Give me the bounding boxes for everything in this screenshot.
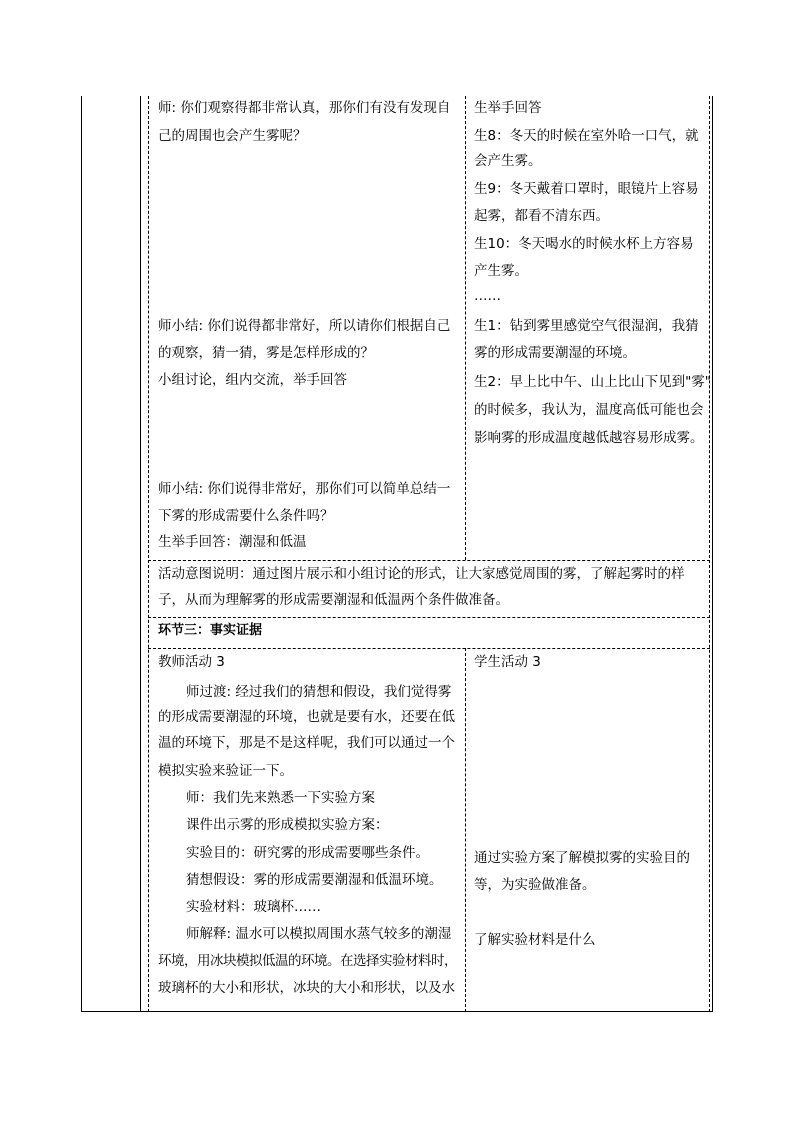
student-activity-line: 等，为实验做准备。	[474, 877, 596, 893]
student-text-line: 起雾，都看不清东西。	[474, 208, 609, 224]
row-divider	[148, 617, 710, 618]
row-divider	[148, 648, 710, 649]
row-divider	[148, 560, 710, 561]
teacher-text-line: 师: 你们观察得都非常认真，那你们有没有发现自	[158, 100, 451, 116]
teacher-summary-line: 下雾的形成需要什么条件吗？	[158, 508, 334, 524]
section-title: 环节三：事实证据	[158, 623, 263, 638]
teacher-activity-line: 师解释: 温水可以模拟周围水蒸气较多的潮湿	[186, 926, 452, 942]
teacher-activity-line: 师过渡: 经过我们的猜想和假设，我们觉得雾	[186, 684, 452, 700]
teacher-activity-line: 师：我们先来熟悉一下实验方案	[186, 790, 375, 806]
student-text-line: 产生雾。	[474, 263, 528, 279]
teacher-summary-line: 师小结: 你们说得非常好，那你们可以简单总结一	[158, 481, 451, 497]
teacher-activity-line: 环境，用冰块模拟低温的环境。在选择实验材料时，	[158, 953, 457, 969]
student-text-line: 生举手回答	[474, 100, 542, 116]
teacher-activity-line: 实验材料：玻璃杯……	[186, 899, 321, 915]
teacher-activity-line: 猜想假设：雾的形成需要潮湿和低温环境。	[186, 872, 443, 888]
column-divider-upper	[465, 96, 466, 560]
student-text-line: 生8：冬天的时候在室外哈一口气，就	[474, 128, 699, 144]
column-divider	[140, 96, 141, 1012]
teacher-activity-line: 玻璃杯的大小和形状，冰块的大小和形状，以及水	[158, 980, 455, 996]
student-activity-line: 通过实验方案了解模拟雾的实验目的	[474, 850, 690, 866]
student-text-line: 生10：冬天喝水的时候水杯上方容易	[474, 236, 694, 252]
student-text-line: 会产生雾。	[474, 153, 542, 169]
teacher-text-line: 己的周围也会产生雾呢？	[158, 128, 307, 144]
teacher-summary-line: 小组讨论，组内交流，举手回答	[158, 372, 347, 388]
teacher-summary-line: 师小结: 你们说得都非常好，所以请你们根据自己	[158, 318, 451, 334]
teacher-summary-line: 的观察，猜一猜，雾是怎样形成的？	[158, 345, 374, 361]
student-guess-line: 雾的形成需要潮湿的环境。	[474, 345, 636, 361]
teacher-activity-heading: 教师活动 3	[158, 654, 225, 670]
student-text-line: ……	[474, 288, 501, 304]
student-activity-heading: 学生活动 3	[474, 654, 541, 670]
teacher-activity-line: 模拟实验来验证一下。	[158, 763, 293, 779]
column-divider-lower	[465, 648, 466, 1012]
teacher-summary-line: 生举手回答：潮湿和低温	[158, 534, 307, 550]
teacher-activity-line: 温的环境下，那是不是这样呢，我们可以通过一个	[158, 735, 455, 751]
student-guess-line: 生2：早上比中午、山上比山下见到"雾"	[474, 374, 712, 390]
student-guess-line: 影响雾的形成温度越低越容易形成雾。	[474, 430, 704, 446]
teacher-activity-line: 的形成需要潮湿的环境，也就是要有水，还要在低	[158, 709, 455, 725]
teacher-activity-line: 课件出示雾的形成模拟实验方案：	[186, 817, 389, 833]
activity-intent-line: 子，从而为理解雾的形成需要潮湿和低温两个条件做准备。	[158, 592, 509, 608]
student-guess-line: 的时候多，我认为，温度高低可能也会	[474, 402, 704, 418]
student-guess-line: 生1：钻到雾里感觉空气很湿润，我猜	[474, 318, 699, 334]
activity-intent-line: 活动意图说明：通过图片展示和小组讨论的形式，让大家感觉周围的雾，了解起雾时的样	[158, 566, 685, 582]
student-activity-line: 了解实验材料是什么	[474, 932, 596, 948]
student-text-line: 生9：冬天戴着口罩时，眼镜片上容易	[474, 181, 699, 197]
teacher-activity-line: 实验目的：研究雾的形成需要哪些条件。	[186, 845, 429, 861]
